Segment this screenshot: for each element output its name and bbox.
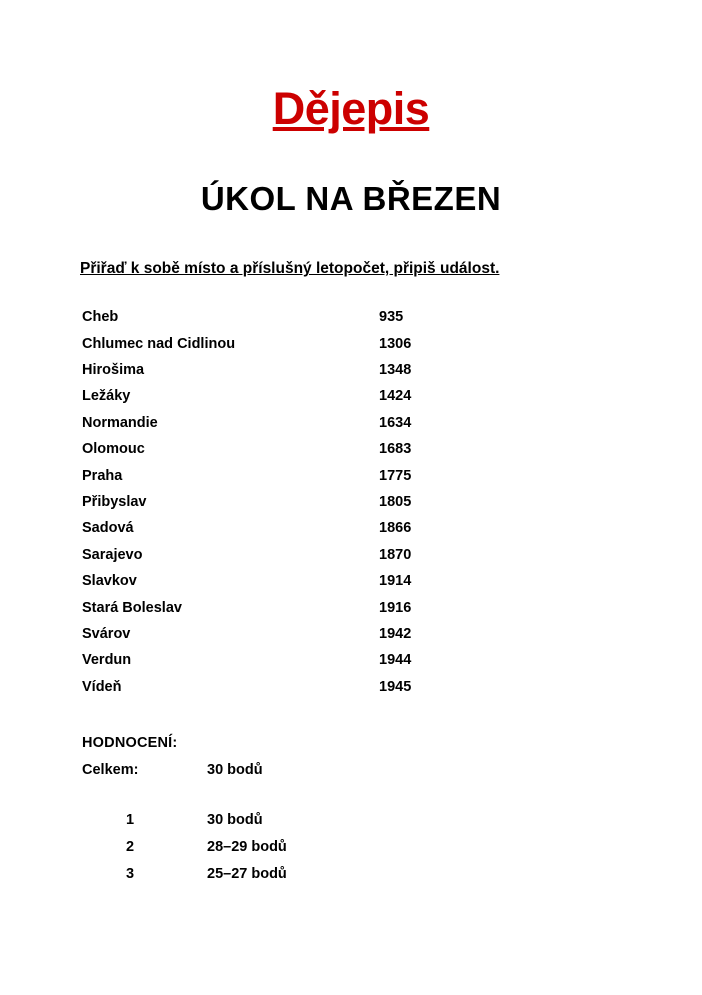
place-name: Ležáky — [82, 388, 131, 405]
list-item — [82, 304, 702, 330]
year-value: 1870 — [379, 546, 412, 563]
list-item — [82, 383, 702, 409]
place-name: Verdun — [82, 652, 132, 669]
year-value: 1945 — [379, 678, 412, 695]
place-name: Vídeň — [82, 678, 122, 695]
assignment-subtitle: ÚKOL NA BŘEZEN — [200, 180, 502, 218]
grade-points: 25–27 bodů — [207, 866, 287, 883]
scoring-heading: HODNOCENÍ: — [82, 735, 178, 752]
scoring-section — [0, 700, 702, 888]
year-value: 1805 — [379, 493, 412, 510]
list-item — [82, 463, 702, 489]
place-name: Sadová — [82, 520, 134, 537]
list-item — [126, 834, 702, 861]
place-name: Chlumec nad Cidlinou — [82, 335, 236, 352]
list-item — [82, 515, 702, 541]
place-name: Cheb — [82, 309, 119, 326]
grade-number: 3 — [126, 866, 135, 883]
place-name: Stará Boleslav — [82, 599, 182, 616]
year-value: 1942 — [379, 625, 412, 642]
grade-points: 28–29 bodů — [207, 839, 287, 856]
grade-scale-list — [82, 784, 702, 888]
year-value: 1916 — [379, 599, 412, 616]
list-item — [82, 436, 702, 462]
list-item — [82, 568, 702, 594]
list-item — [82, 331, 702, 357]
total-label: Celkem: — [82, 762, 139, 779]
year-value: 1348 — [379, 362, 412, 379]
place-name: Hirošima — [82, 362, 145, 379]
place-name: Sarajevo — [82, 546, 143, 563]
grade-points: 30 bodů — [207, 812, 263, 829]
year-value: 1424 — [379, 388, 412, 405]
list-item — [82, 542, 702, 568]
year-value: 1866 — [379, 520, 412, 537]
total-row — [82, 757, 702, 784]
place-name: Slavkov — [82, 573, 137, 590]
list-item — [82, 647, 702, 673]
place-name: Svárov — [82, 625, 131, 642]
page-title: Dějepis — [272, 83, 430, 134]
list-item — [82, 621, 702, 647]
matching-list — [0, 278, 702, 700]
place-name: Olomouc — [82, 441, 145, 458]
list-item — [82, 410, 702, 436]
list-item — [82, 674, 702, 700]
list-item — [82, 489, 702, 515]
list-item — [82, 357, 702, 383]
list-item — [82, 595, 702, 621]
year-value: 1944 — [379, 652, 412, 669]
place-name: Praha — [82, 467, 123, 484]
year-value: 1914 — [379, 573, 412, 590]
year-value: 1775 — [379, 467, 412, 484]
place-name: Normandie — [82, 414, 158, 431]
year-value: 1683 — [379, 441, 412, 458]
year-value: 935 — [379, 309, 404, 326]
list-item — [126, 861, 702, 888]
grade-number: 2 — [126, 839, 135, 856]
year-value: 1634 — [379, 414, 412, 431]
total-value: 30 bodů — [207, 762, 263, 779]
instruction-text: Přiřaď k sobě místo a příslušný letopočet, připiš událost. — [80, 260, 500, 278]
year-value: 1306 — [379, 335, 412, 352]
place-name: Přibyslav — [82, 493, 147, 510]
list-item — [126, 807, 702, 834]
grade-number: 1 — [126, 812, 135, 829]
